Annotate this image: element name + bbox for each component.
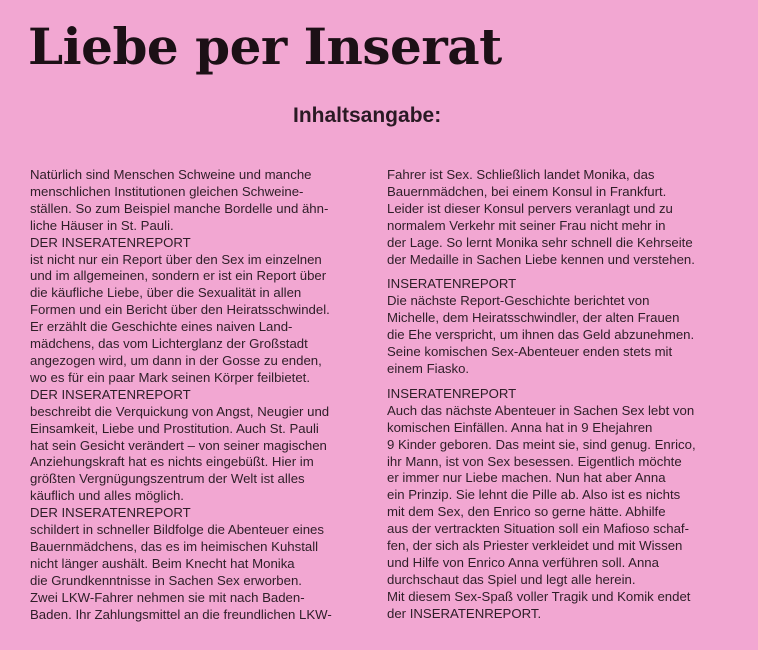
text-line: mädchens, das vom Lichterglanz der Großstadt (30, 336, 308, 352)
text-line: die Ehe verspricht, um ihnen das Geld abzunehmen. (387, 327, 695, 343)
text-line: Auch das nächste Abenteuer in Sachen Sex lebt von (387, 402, 695, 418)
text-line: normalem Verkehr mit seiner Frau nicht mehr in (387, 217, 666, 233)
text-line: Bauernmädchens, das es im heimischen Kuhstall (30, 538, 319, 554)
text-line: angezogen wird, um dann in der Gosse zu enden, (30, 352, 322, 368)
text-line: Seine komischen Sex-Abenteuer enden stets mit (387, 344, 673, 360)
text-line: und Hilfe von Enrico Anna verführen soll. Anna (387, 554, 659, 570)
page-title: Liebe per Inserat (28, 17, 502, 76)
text-line: größten Vergnügungszentrum der Welt ist alles (30, 471, 305, 487)
right-paragraph-1 (387, 167, 732, 268)
text-line: die käufliche Liebe, über die Sexualität in allen (30, 285, 302, 301)
text-line: menschlichen Institutionen gleichen Schweine- (30, 183, 304, 199)
text-line: durchschaut das Spiel und legt alle herein. (387, 571, 636, 587)
text-line: und im allgemeinen, sondern er ist ein Report über (30, 268, 327, 284)
text-line: wo es für ein paar Mark seinen Körper feilbietet. (30, 369, 311, 385)
section-subtitle: Inhaltsangabe: (293, 104, 442, 127)
text-line: beschreibt die Verquickung von Angst, Neugier und (30, 403, 330, 419)
text-line: Fahrer ist Sex. Schließlich landet Monika, das (387, 167, 655, 182)
text-line: schildert in schneller Bildfolge die Abenteuer eines (30, 522, 324, 538)
text-line: hat sein Gesicht verändert – von seiner magischen (30, 437, 327, 453)
text-line: aus der vertrackten Situation soll ein Mafioso schaf- (387, 521, 689, 537)
right-paragraph-2 (387, 276, 732, 377)
text-line: Bauernmädchen, bei einem Konsul in Frankfurt. (387, 183, 667, 199)
text-line: Anziehungskraft hat es nichts eingebüßt. Hier im (30, 454, 314, 470)
text-line: INSERATENREPORT (387, 385, 517, 401)
paragraph-gap (387, 378, 732, 386)
text-line: Mit diesem Sex-Spaß voller Tragik und Komik endet (387, 588, 691, 604)
text-line: der Medaille in Sachen Liebe kennen und verstehen. (387, 251, 695, 267)
text-line: Natürlich sind Menschen Schweine und manche (30, 167, 312, 182)
text-line: Baden. Ihr Zahlungsmittel an die freundlichen LKW- (30, 606, 332, 622)
right-column (387, 167, 732, 623)
text-line: der Lage. So lernt Monika sehr schnell die Kehrseite (387, 234, 693, 250)
text-line: käuflich und alles möglich. (30, 488, 184, 504)
text-line: Die nächste Report-Geschichte berichtet von (387, 293, 650, 309)
text-line: komischen Einfällen. Anna hat in 9 Ehejahren (387, 419, 653, 435)
text-line: DER INSERATENREPORT (30, 505, 191, 521)
text-line: der INSERATENREPORT. (387, 605, 542, 621)
text-line: mit dem Sex, den Enrico so gerne hätte. Abhilfe (387, 504, 666, 520)
text-line: nicht länger aushält. Beim Knecht hat Monika (30, 555, 295, 571)
text-line: INSERATENREPORT (387, 276, 517, 292)
paragraph-gap (387, 268, 732, 276)
right-paragraph-3 (387, 386, 732, 623)
text-line: ist nicht nur ein Report über den Sex im einzelnen (30, 251, 322, 267)
text-line: 9 Kinder geboren. Das meint sie, sind genug. Enrico, (387, 436, 696, 452)
text-line: DER INSERATENREPORT (30, 386, 191, 402)
text-line: Zwei LKW-Fahrer nehmen sie mit nach Baden- (30, 589, 305, 605)
text-line: fen, der sich als Priester verkleidet und mit Wissen (387, 538, 683, 554)
text-line: Michelle, dem Heiratsschwindler, der alten Frauen (387, 310, 680, 326)
text-line: liche Häuser in St. Pauli. (30, 217, 174, 233)
text-line: Er erzählt die Geschichte eines naiven Land- (30, 319, 293, 335)
text-line: ihr Mann, ist von Sex besessen. Eigentlich möchte (387, 453, 682, 469)
text-line: ein Prinzip. Sie lehnt die Pille ab. Also ist es nichts (387, 487, 681, 503)
text-line: er immer nur Liebe machen. Nun hat aber Anna (387, 470, 666, 486)
text-line: Formen und ein Bericht über den Heiratsschwindel. (30, 302, 330, 318)
text-line: ställen. So zum Beispiel manche Bordelle und ähn- (30, 200, 329, 216)
left-column (30, 167, 365, 623)
text-line: einem Fiasko. (387, 360, 470, 376)
text-line: die Grundkenntnisse in Sachen Sex erworben. (30, 572, 302, 588)
text-line: DER INSERATENREPORT (30, 234, 191, 250)
text-line: Einsamkeit, Liebe und Prostitution. Auch St. Pauli (30, 420, 319, 436)
text-line: Leider ist dieser Konsul pervers veranlagt und zu (387, 200, 673, 216)
